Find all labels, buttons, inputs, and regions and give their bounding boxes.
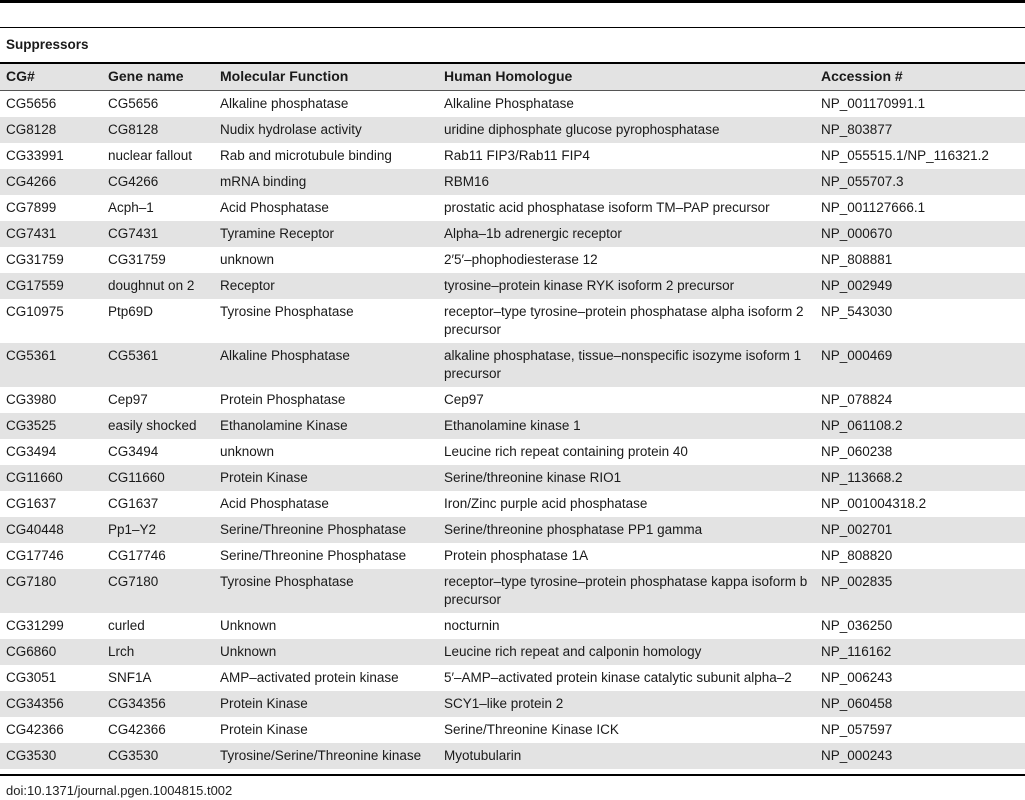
human-homologue-cell: tyrosine–protein kinase RYK isoform 2 precursor — [438, 273, 815, 299]
table-row — [0, 299, 1025, 343]
table-row — [0, 639, 1025, 665]
gene-name-cell: easily shocked — [102, 413, 214, 439]
cg-cell: CG3980 — [0, 387, 102, 413]
human-homologue-cell: Cep97 — [438, 387, 815, 413]
accession-cell: NP_002701 — [815, 517, 1025, 543]
gene-name-cell: Lrch — [102, 639, 214, 665]
table-row — [0, 569, 1025, 613]
table-row — [0, 273, 1025, 299]
accession-cell: NP_001004318.2 — [815, 491, 1025, 517]
molecular-function-cell: mRNA binding — [214, 169, 438, 195]
table-row — [0, 517, 1025, 543]
table-row — [0, 247, 1025, 273]
gene-name-cell: CG7431 — [102, 221, 214, 247]
accession-cell: NP_006243 — [815, 665, 1025, 691]
gene-name-cell: curled — [102, 613, 214, 639]
accession-cell: NP_116162 — [815, 639, 1025, 665]
human-homologue-cell: RBM16 — [438, 169, 815, 195]
human-homologue-cell: Leucine rich repeat and calponin homology — [438, 639, 815, 665]
accession-cell: NP_803877 — [815, 117, 1025, 143]
gene-name-cell: Ptp69D — [102, 299, 214, 343]
human-homologue-cell: Serine/threonine phosphatase PP1 gamma — [438, 517, 815, 543]
accession-cell: NP_000243 — [815, 743, 1025, 769]
table-row — [0, 343, 1025, 387]
molecular-function-cell: Protein Kinase — [214, 717, 438, 743]
molecular-function-cell: Protein Kinase — [214, 465, 438, 491]
column-header-cg: CG# — [0, 64, 102, 91]
human-homologue-cell: Serine/threonine kinase RIO1 — [438, 465, 815, 491]
molecular-function-cell: unknown — [214, 247, 438, 273]
human-homologue-cell: Protein phosphatase 1A — [438, 543, 815, 569]
doi-caption: doi:10.1371/journal.pgen.1004815.t002 — [6, 783, 233, 798]
molecular-function-cell: Alkaline Phosphatase — [214, 343, 438, 387]
human-homologue-cell: receptor–type tyrosine–protein phosphatase kappa isoform b precursor — [438, 569, 815, 613]
gene-name-cell: CG3530 — [102, 743, 214, 769]
cg-cell: CG7180 — [0, 569, 102, 613]
human-homologue-cell: Iron/Zinc purple acid phosphatase — [438, 491, 815, 517]
molecular-function-cell: Tyrosine Phosphatase — [214, 299, 438, 343]
table-row — [0, 717, 1025, 743]
human-homologue-cell: uridine diphosphate glucose pyrophosphatase — [438, 117, 815, 143]
molecular-function-cell: Acid Phosphatase — [214, 491, 438, 517]
cg-cell: CG42366 — [0, 717, 102, 743]
cg-cell: CG1637 — [0, 491, 102, 517]
table-row — [0, 613, 1025, 639]
human-homologue-cell: Alkaline Phosphatase — [438, 91, 815, 118]
column-header-molecular-function: Molecular Function — [214, 64, 438, 91]
gene-name-cell: CG8128 — [102, 117, 214, 143]
column-header-accession: Accession # — [815, 64, 1025, 91]
human-homologue-cell: Ethanolamine kinase 1 — [438, 413, 815, 439]
accession-cell: NP_057597 — [815, 717, 1025, 743]
molecular-function-cell: Serine/Threonine Phosphatase — [214, 517, 438, 543]
gene-name-cell: CG4266 — [102, 169, 214, 195]
molecular-function-cell: Tyramine Receptor — [214, 221, 438, 247]
accession-cell: NP_808881 — [815, 247, 1025, 273]
human-homologue-cell: nocturnin — [438, 613, 815, 639]
human-homologue-cell: Myotubularin — [438, 743, 815, 769]
cg-cell: CG3530 — [0, 743, 102, 769]
accession-cell: NP_001170991.1 — [815, 91, 1025, 118]
accession-cell: NP_001127666.1 — [815, 195, 1025, 221]
table-row — [0, 221, 1025, 247]
accession-cell: NP_002949 — [815, 273, 1025, 299]
cg-cell: CG17559 — [0, 273, 102, 299]
cg-cell: CG5656 — [0, 91, 102, 118]
table-row — [0, 413, 1025, 439]
gene-name-cell: CG3494 — [102, 439, 214, 465]
header-rule — [0, 27, 1025, 28]
accession-cell: NP_060458 — [815, 691, 1025, 717]
gene-name-cell: CG31759 — [102, 247, 214, 273]
table-row — [0, 665, 1025, 691]
cg-cell: CG3051 — [0, 665, 102, 691]
molecular-function-cell: Protein Phosphatase — [214, 387, 438, 413]
molecular-function-cell: Unknown — [214, 639, 438, 665]
column-header-human-homologue: Human Homologue — [438, 64, 815, 91]
table-row — [0, 169, 1025, 195]
accession-cell: NP_543030 — [815, 299, 1025, 343]
table-row — [0, 439, 1025, 465]
cg-cell: CG40448 — [0, 517, 102, 543]
column-header-gene-name: Gene name — [102, 64, 214, 91]
gene-name-cell: Acph–1 — [102, 195, 214, 221]
accession-cell: NP_055707.3 — [815, 169, 1025, 195]
gene-name-cell: CG1637 — [102, 491, 214, 517]
molecular-function-cell: AMP–activated protein kinase — [214, 665, 438, 691]
molecular-function-cell: Tyrosine Phosphatase — [214, 569, 438, 613]
human-homologue-cell: Leucine rich repeat containing protein 40 — [438, 439, 815, 465]
gene-name-cell: nuclear fallout — [102, 143, 214, 169]
human-homologue-cell: Serine/Threonine Kinase ICK — [438, 717, 815, 743]
accession-cell: NP_000469 — [815, 343, 1025, 387]
accession-cell: NP_808820 — [815, 543, 1025, 569]
molecular-function-cell: Ethanolamine Kinase — [214, 413, 438, 439]
human-homologue-cell: SCY1–like protein 2 — [438, 691, 815, 717]
accession-cell: NP_002835 — [815, 569, 1025, 613]
cg-cell: CG34356 — [0, 691, 102, 717]
molecular-function-cell: Serine/Threonine Phosphatase — [214, 543, 438, 569]
gene-name-cell: CG17746 — [102, 543, 214, 569]
gene-name-cell: Cep97 — [102, 387, 214, 413]
accession-cell: NP_060238 — [815, 439, 1025, 465]
human-homologue-cell: prostatic acid phosphatase isoform TM–PAP precursor — [438, 195, 815, 221]
cg-cell: CG7899 — [0, 195, 102, 221]
gene-name-cell: Pp1–Y2 — [102, 517, 214, 543]
bottom-rule — [0, 774, 1025, 776]
human-homologue-cell: receptor–type tyrosine–protein phosphatase alpha isoform 2 precursor — [438, 299, 815, 343]
table-row — [0, 743, 1025, 769]
human-homologue-cell: 5′–AMP–activated protein kinase catalytic subunit alpha–2 — [438, 665, 815, 691]
cg-cell: CG8128 — [0, 117, 102, 143]
table-row — [0, 143, 1025, 169]
molecular-function-cell: Unknown — [214, 613, 438, 639]
table-row — [0, 91, 1025, 118]
human-homologue-cell: alkaline phosphatase, tissue–nonspecific isozyme isoform 1 precursor — [438, 343, 815, 387]
table-header-row — [0, 64, 1025, 91]
accession-cell: NP_078824 — [815, 387, 1025, 413]
human-homologue-cell: Rab11 FIP3/Rab11 FIP4 — [438, 143, 815, 169]
molecular-function-cell: Receptor — [214, 273, 438, 299]
human-homologue-cell: 2′5′–phophodiesterase 12 — [438, 247, 815, 273]
table-row — [0, 491, 1025, 517]
cg-cell: CG33991 — [0, 143, 102, 169]
accession-cell: NP_055515.1/NP_116321.2 — [815, 143, 1025, 169]
section-title: Suppressors — [6, 37, 89, 52]
cg-cell: CG17746 — [0, 543, 102, 569]
human-homologue-cell: Alpha–1b adrenergic receptor — [438, 221, 815, 247]
molecular-function-cell: Alkaline phosphatase — [214, 91, 438, 118]
cg-cell: CG7431 — [0, 221, 102, 247]
molecular-function-cell: Nudix hydrolase activity — [214, 117, 438, 143]
molecular-function-cell: unknown — [214, 439, 438, 465]
accession-cell: NP_061108.2 — [815, 413, 1025, 439]
molecular-function-cell: Protein Kinase — [214, 691, 438, 717]
gene-name-cell: doughnut on 2 — [102, 273, 214, 299]
top-rule — [0, 0, 1025, 3]
gene-name-cell: CG42366 — [102, 717, 214, 743]
suppressors-table — [0, 64, 1025, 769]
cg-cell: CG10975 — [0, 299, 102, 343]
table-row — [0, 117, 1025, 143]
cg-cell: CG11660 — [0, 465, 102, 491]
gene-name-cell: CG5361 — [102, 343, 214, 387]
cg-cell: CG5361 — [0, 343, 102, 387]
cg-cell: CG3525 — [0, 413, 102, 439]
cg-cell: CG6860 — [0, 639, 102, 665]
molecular-function-cell: Tyrosine/Serine/Threonine kinase — [214, 743, 438, 769]
molecular-function-cell: Acid Phosphatase — [214, 195, 438, 221]
gene-name-cell: CG11660 — [102, 465, 214, 491]
gene-name-cell: SNF1A — [102, 665, 214, 691]
cg-cell: CG4266 — [0, 169, 102, 195]
gene-name-cell: CG5656 — [102, 91, 214, 118]
accession-cell: NP_036250 — [815, 613, 1025, 639]
cg-cell: CG31299 — [0, 613, 102, 639]
molecular-function-cell: Rab and microtubule binding — [214, 143, 438, 169]
gene-name-cell: CG34356 — [102, 691, 214, 717]
table-row — [0, 465, 1025, 491]
cg-cell: CG31759 — [0, 247, 102, 273]
gene-name-cell: CG7180 — [102, 569, 214, 613]
cg-cell: CG3494 — [0, 439, 102, 465]
accession-cell: NP_000670 — [815, 221, 1025, 247]
table-row — [0, 195, 1025, 221]
accession-cell: NP_113668.2 — [815, 465, 1025, 491]
table-row — [0, 691, 1025, 717]
table-row — [0, 543, 1025, 569]
table-row — [0, 387, 1025, 413]
